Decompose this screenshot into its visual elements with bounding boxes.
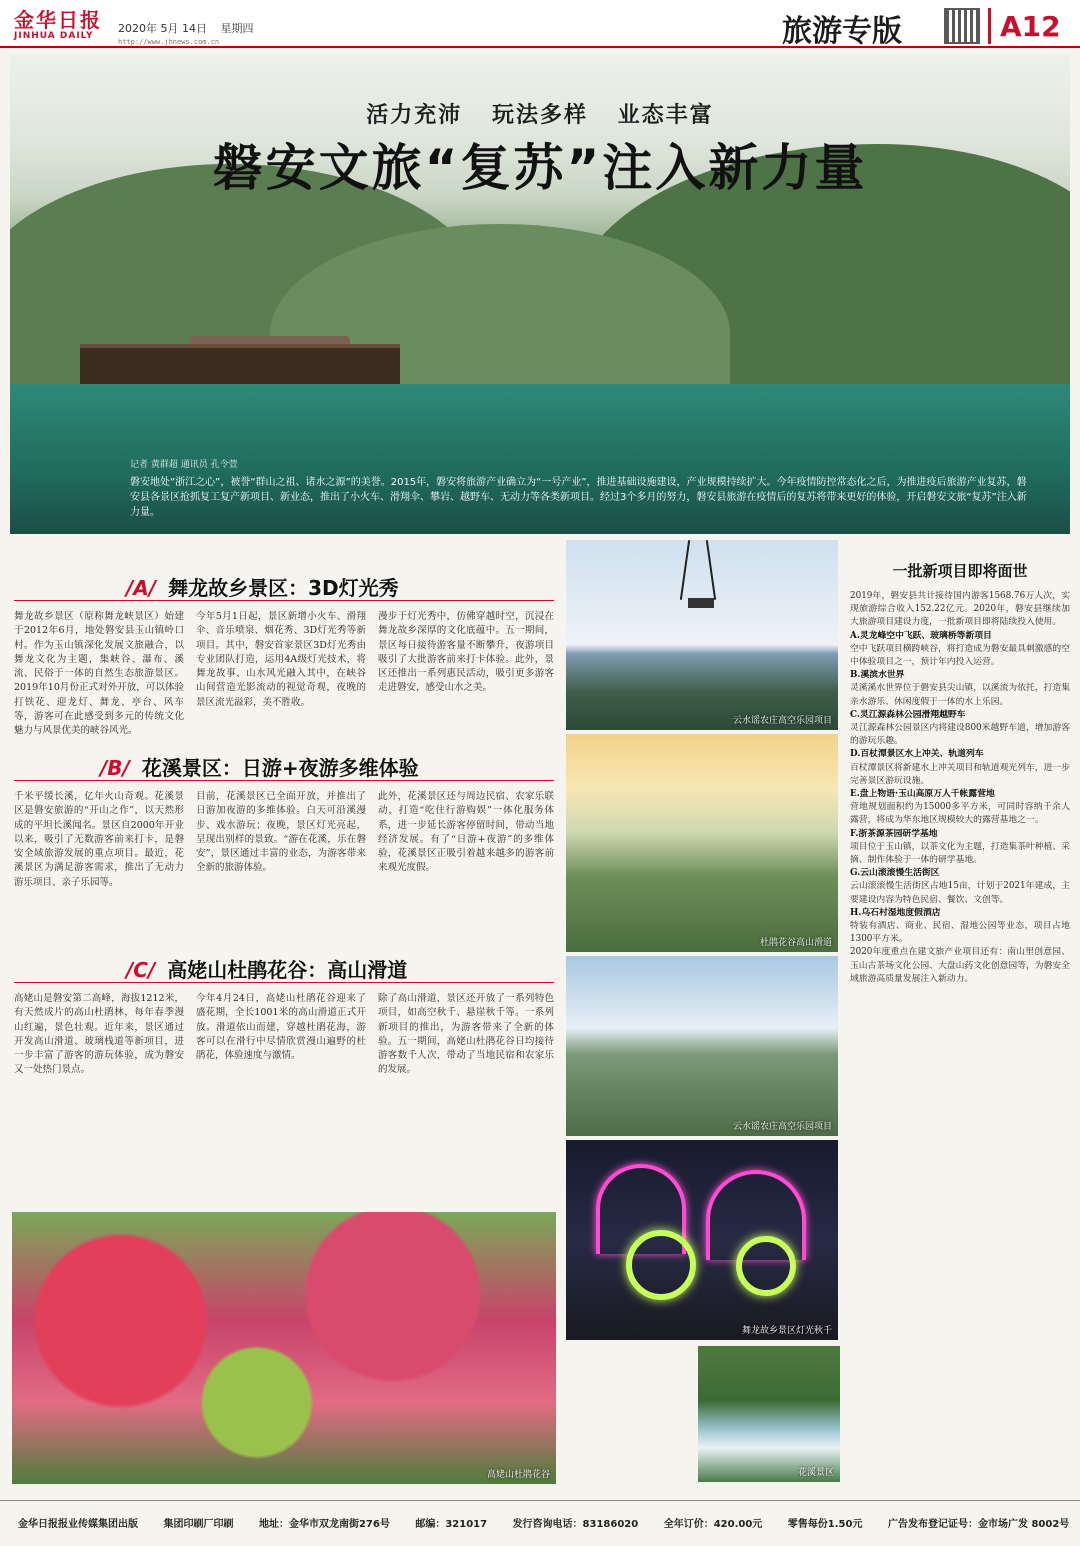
photo-caption: 花溪景区 xyxy=(797,1468,834,1478)
sidebar-item-text: 项目位于玉山镇，以茶文化为主题，打造集茶叶种植、采摘、制作体验于一体的研学基地。 xyxy=(850,841,1070,866)
byline: 记者 黄群超 通讯员 孔令萱 xyxy=(130,460,238,470)
alpine-slide-photo xyxy=(566,734,838,952)
headline: 磐安文旅“复苏”注入新力量 xyxy=(212,139,868,197)
stream-photo xyxy=(698,1346,840,1482)
cliff-swing-photo xyxy=(566,540,838,730)
sidebar-intro: 2019年，磐安县共计接待国内游客1568.76万人次，实现旅游综合收入152.22亿元。2020年，磐安县继续加大旅游项目建设力度，一批新项目即将陆续投入使用。 xyxy=(850,591,1070,628)
dateline xyxy=(118,20,263,36)
hero-subtitle xyxy=(0,98,1080,129)
divider xyxy=(14,982,554,983)
article-column: 除了高山滑道，景区还开放了一系列特色项目，如高空秋千、悬崖秋千等。一系列新项目的推出，为游客带来了全新的体验。五一期间，高姥山杜鹃花谷日均接待游客数千人次，带动了当地民宿和农家乐的发展。 xyxy=(378,993,554,1076)
article-column: 千米平缓长溪，亿年火山奇观。花溪景区是磐安旅游的“开山之作”，以天然形成的平坦长溪闻名。景区自2000年开业以来，吸引了无数游客前来打卡，是磐安全域旅游发展的重点项目。最近，花溪景区为满足游客需求，推出了无动力游乐项目、亲子乐园等。 xyxy=(14,791,184,888)
sidebar-closing: 2020年度重点在建文旅产业项目还有：南山里创意园、玉山古茶场文化公园、大盘山药文化创意园等，为磐安全域旅游高质量发展注入新动力。 xyxy=(850,947,1070,984)
phone: 发行咨询电话：83186020 xyxy=(512,1519,639,1530)
qr-code-icon xyxy=(944,8,980,44)
page-number: A12 xyxy=(1000,10,1061,43)
printer: 集团印刷厂印刷 xyxy=(163,1519,234,1530)
mountain-swing-photo xyxy=(566,956,838,1136)
neon-ring xyxy=(626,1230,696,1300)
swing-seat xyxy=(688,598,714,608)
address: 地址：金华市双龙南街276号 xyxy=(258,1519,390,1530)
section-title: 旅游专版 xyxy=(782,14,902,49)
sidebar-item-text: 灵江源森林公园景区内将建设800米越野车道，增加游客的游玩乐趣。 xyxy=(850,723,1070,747)
sidebar-item-label: A.灵龙峰空中飞跃、玻璃桥等新项目 xyxy=(850,630,992,641)
photo-caption: 云水谣农庄高空乐园项目 xyxy=(732,1122,832,1132)
section-tag: /B/ xyxy=(100,756,130,780)
section-tag: /A/ xyxy=(126,576,157,600)
annual-price: 全年订价：420.00元 xyxy=(663,1519,763,1530)
subtitle-phrase: 玩法多样 xyxy=(491,103,588,128)
article-column: 今年4月24日，高姥山杜鹃花谷迎来了盛花期，全长1001米的高山滑道正式开放。滑道依山而建，穿越杜鹃花海，游客可以在滑行中尽情欣赏漫山遍野的杜鹃花，体验速度与激情。 xyxy=(196,993,366,1062)
hero-caption xyxy=(130,458,1030,520)
issue-weekday: 星期四 xyxy=(220,22,254,35)
sidebar-column xyxy=(850,590,1070,1480)
article-column: 漫步于灯光秀中，仿佛穿越时空，沉浸在舞龙故乡深厚的文化底蕴中。五一期间，景区每日接待游客量不断攀升，夜游项目吸引了大批游客前来打卡体验。此外，景区还推出一系列惠民活动，吸引更多游客走进磐安，感受山水之美。 xyxy=(378,611,554,694)
article-column: 高姥山是磐安第二高峰，海拔1212米，有天然成片的高山杜鹃林，每年春季漫山红遍，景色壮观。近年来，景区通过开发高山滑道、玻璃栈道等新项目，进一步丰富了游客的游玩体验，成为磐安又一处热门景点。 xyxy=(14,993,184,1076)
site-url: http://www.jhnews.com.cn xyxy=(118,38,220,46)
sidebar-item-text: 百杖潭景区将新建水上冲关项目和轨道观光列车，进一步完善景区游玩设施。 xyxy=(850,762,1070,786)
sidebar-item-label: H.乌石村湿地度假酒店 xyxy=(850,907,941,918)
section-a-heading xyxy=(126,572,399,601)
ad-license: 广告发布登记证号：金市场广发 8002号 xyxy=(887,1519,1070,1530)
section-title: 花溪景区：日游+夜游多维体验 xyxy=(141,756,419,780)
sidebar-item-text: 云山滚滚慢生活街区占地15亩，计划于2021年建成，主要建设内容为特色民宿、餐饮、文创等。 xyxy=(850,881,1070,905)
page-footer xyxy=(0,1500,1080,1546)
logo-english: JINHUA DAILY xyxy=(14,31,94,41)
logo-chinese: 金华日报 xyxy=(14,8,102,32)
subtitle-phrase: 业态丰富 xyxy=(617,103,714,128)
article-column: 此外，花溪景区还与周边民宿、农家乐联动，打造“吃住行游购娱”一体化服务体系，进一步延长游客停留时间，带动当地经济发展。有了“日游+夜游”的多维体验，花溪景区正吸引着越来越多的游客前来观光度假。 xyxy=(378,791,554,874)
section-title: 高姥山杜鹃花谷：高山滑道 xyxy=(167,958,408,982)
lead-paragraph: 磐安地处“浙江之心”，被誉“群山之祖、诸水之源”的美誉。2015年，磐安将旅游产业确立为“一号产业”，推进基础设施建设，产业规模持续扩大。今年疫情防控常态化之后，为推进疫后旅游产业复苏，磐安县各景区抢抓复工复产新项目、新业态，推出了小火车、滑翔伞、攀岩、越野车、无动力等各类新项目。经过3个多月的努力，磐安县旅游在疫情后的复苏将带来更好的体验，开启磐安文旅“复苏”注入新力量。 xyxy=(130,477,1027,518)
sidebar-item-text: 灵溪溪水世界位于磐安县尖山镇，以溪流为依托，打造集亲水游乐、休闲度假于一体的水上乐园。 xyxy=(850,683,1070,707)
article-column: 目前，花溪景区已全面开放，并推出了日游加夜游的多维体验。白天可沿溪漫步、戏水游玩；夜晚，景区灯光亮起，呈现出别样的景致。“游在花溪，乐在磐安”，景区通过丰富的业态，为游客带来全新的旅游体验。 xyxy=(196,791,366,874)
sidebar-item-label: E.盘上物语·玉山高原万人千帐露营地 xyxy=(850,789,995,800)
divider xyxy=(14,780,554,781)
article-column: 今年5月1日起，景区新增小火车、滑翔伞、音乐喷泉、烟花秀、3D灯光秀等新项目。其中，磐安首家景区3D灯光秀由专业团队打造，运用4A级灯光技术，将舞龙故事、山水风光融入其中，在峡谷山间营造光影流动的视觉奇观，夜晚的景区流光溢彩，美不胜收。 xyxy=(196,611,366,708)
sidebar-item-label: B.溪滨水世界 xyxy=(850,670,905,681)
photo-caption: 高姥山杜鹃花谷 xyxy=(486,1470,550,1480)
photo-caption: 云水谣农庄高空乐园项目 xyxy=(732,716,832,726)
swing-rope xyxy=(680,540,690,600)
sidebar-item-label: C.灵江源森林公园滑翔越野车 xyxy=(850,709,966,720)
divider xyxy=(14,600,554,601)
photo-caption: 杜鹃花谷高山滑道 xyxy=(759,938,832,948)
sidebar-title: 一批新项目即将面世 xyxy=(892,562,1028,580)
light-swing-photo xyxy=(566,1140,838,1340)
section-c-heading xyxy=(126,954,407,983)
sidebar-item-text: 空中飞跃项目横跨峡谷，将打造成为磐安最具刺激感的空中体验项目之一，预计年内投入运营。 xyxy=(850,643,1070,668)
publisher: 金华日报报业传媒集团出版 xyxy=(18,1519,138,1530)
sidebar-item-label: D.百杖潭景区水上冲关、轨道列车 xyxy=(850,749,984,760)
photo-caption: 舞龙故乡景区灯光秋千 xyxy=(741,1326,832,1336)
sidebar-item-text: 营地规划面积约为15000多平方米，可同时容纳千余人露营，将成为华东地区规模较大的露营基地之一。 xyxy=(850,802,1070,826)
issue-date: 2020年 5月 14日 xyxy=(118,22,207,35)
postcode: 邮编：321017 xyxy=(415,1519,488,1530)
sidebar-item-text: 特装有酒店、商业、民宿、湿地公园等业态，项目占地1300平方米。 xyxy=(850,921,1070,945)
imprint-line xyxy=(18,1515,1068,1530)
sidebar-item-label: G.云山滚滚慢生活街区 xyxy=(850,868,940,879)
newspaper-logo xyxy=(14,4,102,41)
sidebar-item-label: F.浙茶源茶园研学基地 xyxy=(850,828,938,839)
neon-ring xyxy=(736,1236,796,1296)
article-column: 舞龙故乡景区（原称舞龙峡景区）始建于2012年6月，地处磐安县玉山镇岭口村。作为玉山镇深化发展文旅融合，以舞龙文化为主题，集峡谷、瀑布、溪流、民俗于一体的自然生态旅游景区。2019年10月份正式对外开放，可以体验打铁花、迎龙灯、舞龙、亭台、风车等，游客可在此感受到多元的传统文化魅力与风景优美的峡谷风光。 xyxy=(14,611,184,737)
subtitle-phrase: 活力充沛 xyxy=(366,103,463,128)
section-tag: /C/ xyxy=(126,958,156,982)
section-b-heading xyxy=(100,752,419,781)
section-title: 舞龙故乡景区：3D灯光秀 xyxy=(168,576,399,600)
azalea-valley-photo xyxy=(12,1212,556,1484)
masthead xyxy=(0,0,1080,48)
single-price: 零售每份1.50元 xyxy=(787,1519,863,1530)
swing-rope xyxy=(706,540,716,600)
